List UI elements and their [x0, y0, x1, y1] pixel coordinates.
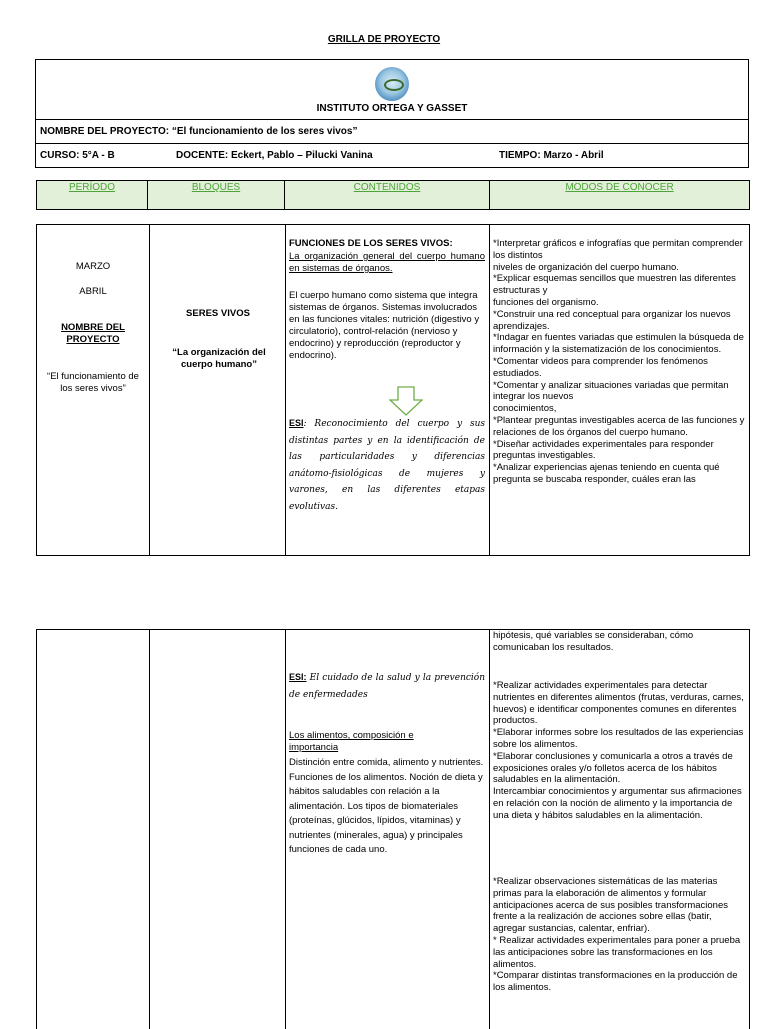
esi-label-2: ESI:	[289, 672, 307, 682]
columns-header	[36, 180, 750, 210]
esi-text: : Reconocimiento del cuerpo y sus distintas partes y en la identificación de las particularidades y diferencias anátomo-fisiológicas de mujeres y varones, en las diferentes etapas evolutivas.	[289, 419, 485, 512]
header-table	[35, 59, 749, 168]
modos-list-3	[493, 876, 745, 994]
periodo-name-value: “El funcionamiento de los seres vivos”	[47, 371, 139, 394]
contenido-heading: FUNCIONES DE LOS SERES VIVOS:	[289, 238, 453, 249]
institute-logo-icon	[375, 67, 409, 101]
document-title: GRILLA DE PROYECTO	[327, 34, 441, 45]
periodo-month-1: MARZO	[75, 261, 111, 272]
modos-item: *Elaborar conclusiones y comunicarla a otros a través de exposiciones orales y/o folletos acerca de los hábitos saludables en la alimentación.	[493, 750, 733, 786]
bloque-title: SERES VIVOS	[186, 308, 250, 319]
modos-item: *Realizar observaciones sistemáticas de las materias primas para la elaboración de alimentos y formular anticipaciones acerca de sus posibles transformaciones frente a la realización de acciones sobre ellas (batir, agregar sustancias, calentar, enfriar).	[493, 876, 728, 935]
modos-item: funciones del organismo.	[493, 296, 599, 308]
modos-item: *Comentar videos para comprender los fenómenos estudiados.	[493, 355, 708, 379]
modos-item: *Comparar distintas transformaciones en la producción de los alimentos.	[493, 970, 738, 994]
project-name: NOMBRE DEL PROYECTO: “El funcionamiento de los seres vivos”	[40, 126, 358, 137]
modos-item: *Elaborar informes sobre los resultados de las experiencias sobre los alimentos.	[493, 727, 744, 750]
bloque-subtitle: “La organización del cuerpo humano”	[172, 347, 266, 370]
col-periodo: PERÍODO	[37, 181, 148, 209]
modos-item: *Comentar y analizar situaciones variadas que permitan integrar los nuevos	[493, 379, 729, 403]
modos-item: * Realizar actividades experimentales para poner a prueba las anticipaciones sobre las transformaciones en los alimentos.	[493, 934, 741, 970]
col-contenidos: CONTENIDOS	[285, 181, 490, 209]
col-bloques: BLOQUES	[148, 181, 285, 209]
modos-list-1	[493, 238, 745, 486]
modos-item: *Plantear preguntas investigables acerca de las funciones y relaciones de los órganos del cuerpo humano.	[493, 414, 745, 438]
esi-text-2: El cuidado de la salud y la prevención de enfermedades	[289, 673, 485, 700]
contenido-body-2: Distinción entre comida, alimento y nutrientes. Funciones de los alimentos. Noción de dieta y hábitos saludables con relación a la alimentación. Los tipos de biomateriales (proteínas, glúcidos, lípidos, vitaminas) y nutrientes (minerales, agua) y principales funciones de cada uno.	[289, 757, 484, 855]
esi-label: ESI	[289, 418, 304, 428]
teacher: DOCENTE: Eckert, Pablo – Pilucki Vanina	[176, 150, 373, 161]
modos-item: *Indagar en fuentes variadas que estimulen la búsqueda de información y la sistematización de los conocimientos.	[493, 332, 744, 356]
course: CURSO: 5°A - B	[40, 150, 115, 161]
periodo-month-2: ABRIL	[79, 286, 107, 297]
modos-item: *Interpretar gráficos e infografías que permitan comprender los distintos	[493, 238, 743, 261]
modos-item: niveles de organización del cuerpo humano.	[493, 261, 679, 273]
modos-item: *Diseñar actividades experimentales para responder preguntas investigables.	[493, 438, 714, 462]
down-arrow-icon	[389, 386, 423, 416]
contenido-subheading-2: Los alimentos, composición e importancia	[289, 730, 414, 753]
modos-item: *Construir una red conceptual para organizar los nuevos aprendizajes.	[493, 308, 731, 332]
contenido-esi-2	[289, 669, 485, 703]
col-modos: MODOS DE CONOCER	[565, 182, 674, 193]
course-row	[36, 143, 748, 169]
project-table-2	[36, 629, 750, 1029]
modos-item: *Analizar experiencias ajenas teniendo en cuenta qué pregunta se buscaba responder, cuáles eran las	[493, 462, 720, 485]
project-name-row	[36, 119, 748, 144]
institute-name: INSTITUTO ORTEGA Y GASSET	[316, 103, 468, 114]
modos-item: *Explicar esquemas sencillos que muestren las diferentes estructuras y	[493, 273, 736, 297]
modos-item: *Realizar actividades experimentales para detectar nutrientes en diferentes alimentos (frutas, verduras, carnes, huevos) e identificar componentes comunes en diferentes productos.	[493, 680, 744, 727]
modos-item: Intercambiar conocimientos y argumentar sus afirmaciones en relación con la noción de alimento y la importancia de una dieta y hábitos saludables en la alimentación.	[493, 786, 742, 821]
contenido-esi	[289, 415, 485, 515]
modos-continued: hipótesis, qué variables se consideraban, cómo comunicaban los resultados.	[493, 630, 694, 653]
project-table-1	[36, 224, 750, 556]
contenido-body: El cuerpo humano como sistema que integra sistemas de órganos. Sistemas involucrados en las funciones vitales: nutrición (digestivo y circulatorio), control-relación (nervioso y endocrino) y reproducción (reproductor y endocrino).	[289, 290, 480, 361]
modos-list-2	[493, 680, 747, 822]
time: TIEMPO: Marzo - Abril	[499, 150, 604, 161]
modos-item: conocimientos,	[493, 403, 557, 415]
contenido-subheading: La organización general del cuerpo humano en sistemas de órganos.	[289, 251, 485, 274]
periodo-name-label: NOMBRE DEL PROYECTO	[61, 322, 125, 345]
